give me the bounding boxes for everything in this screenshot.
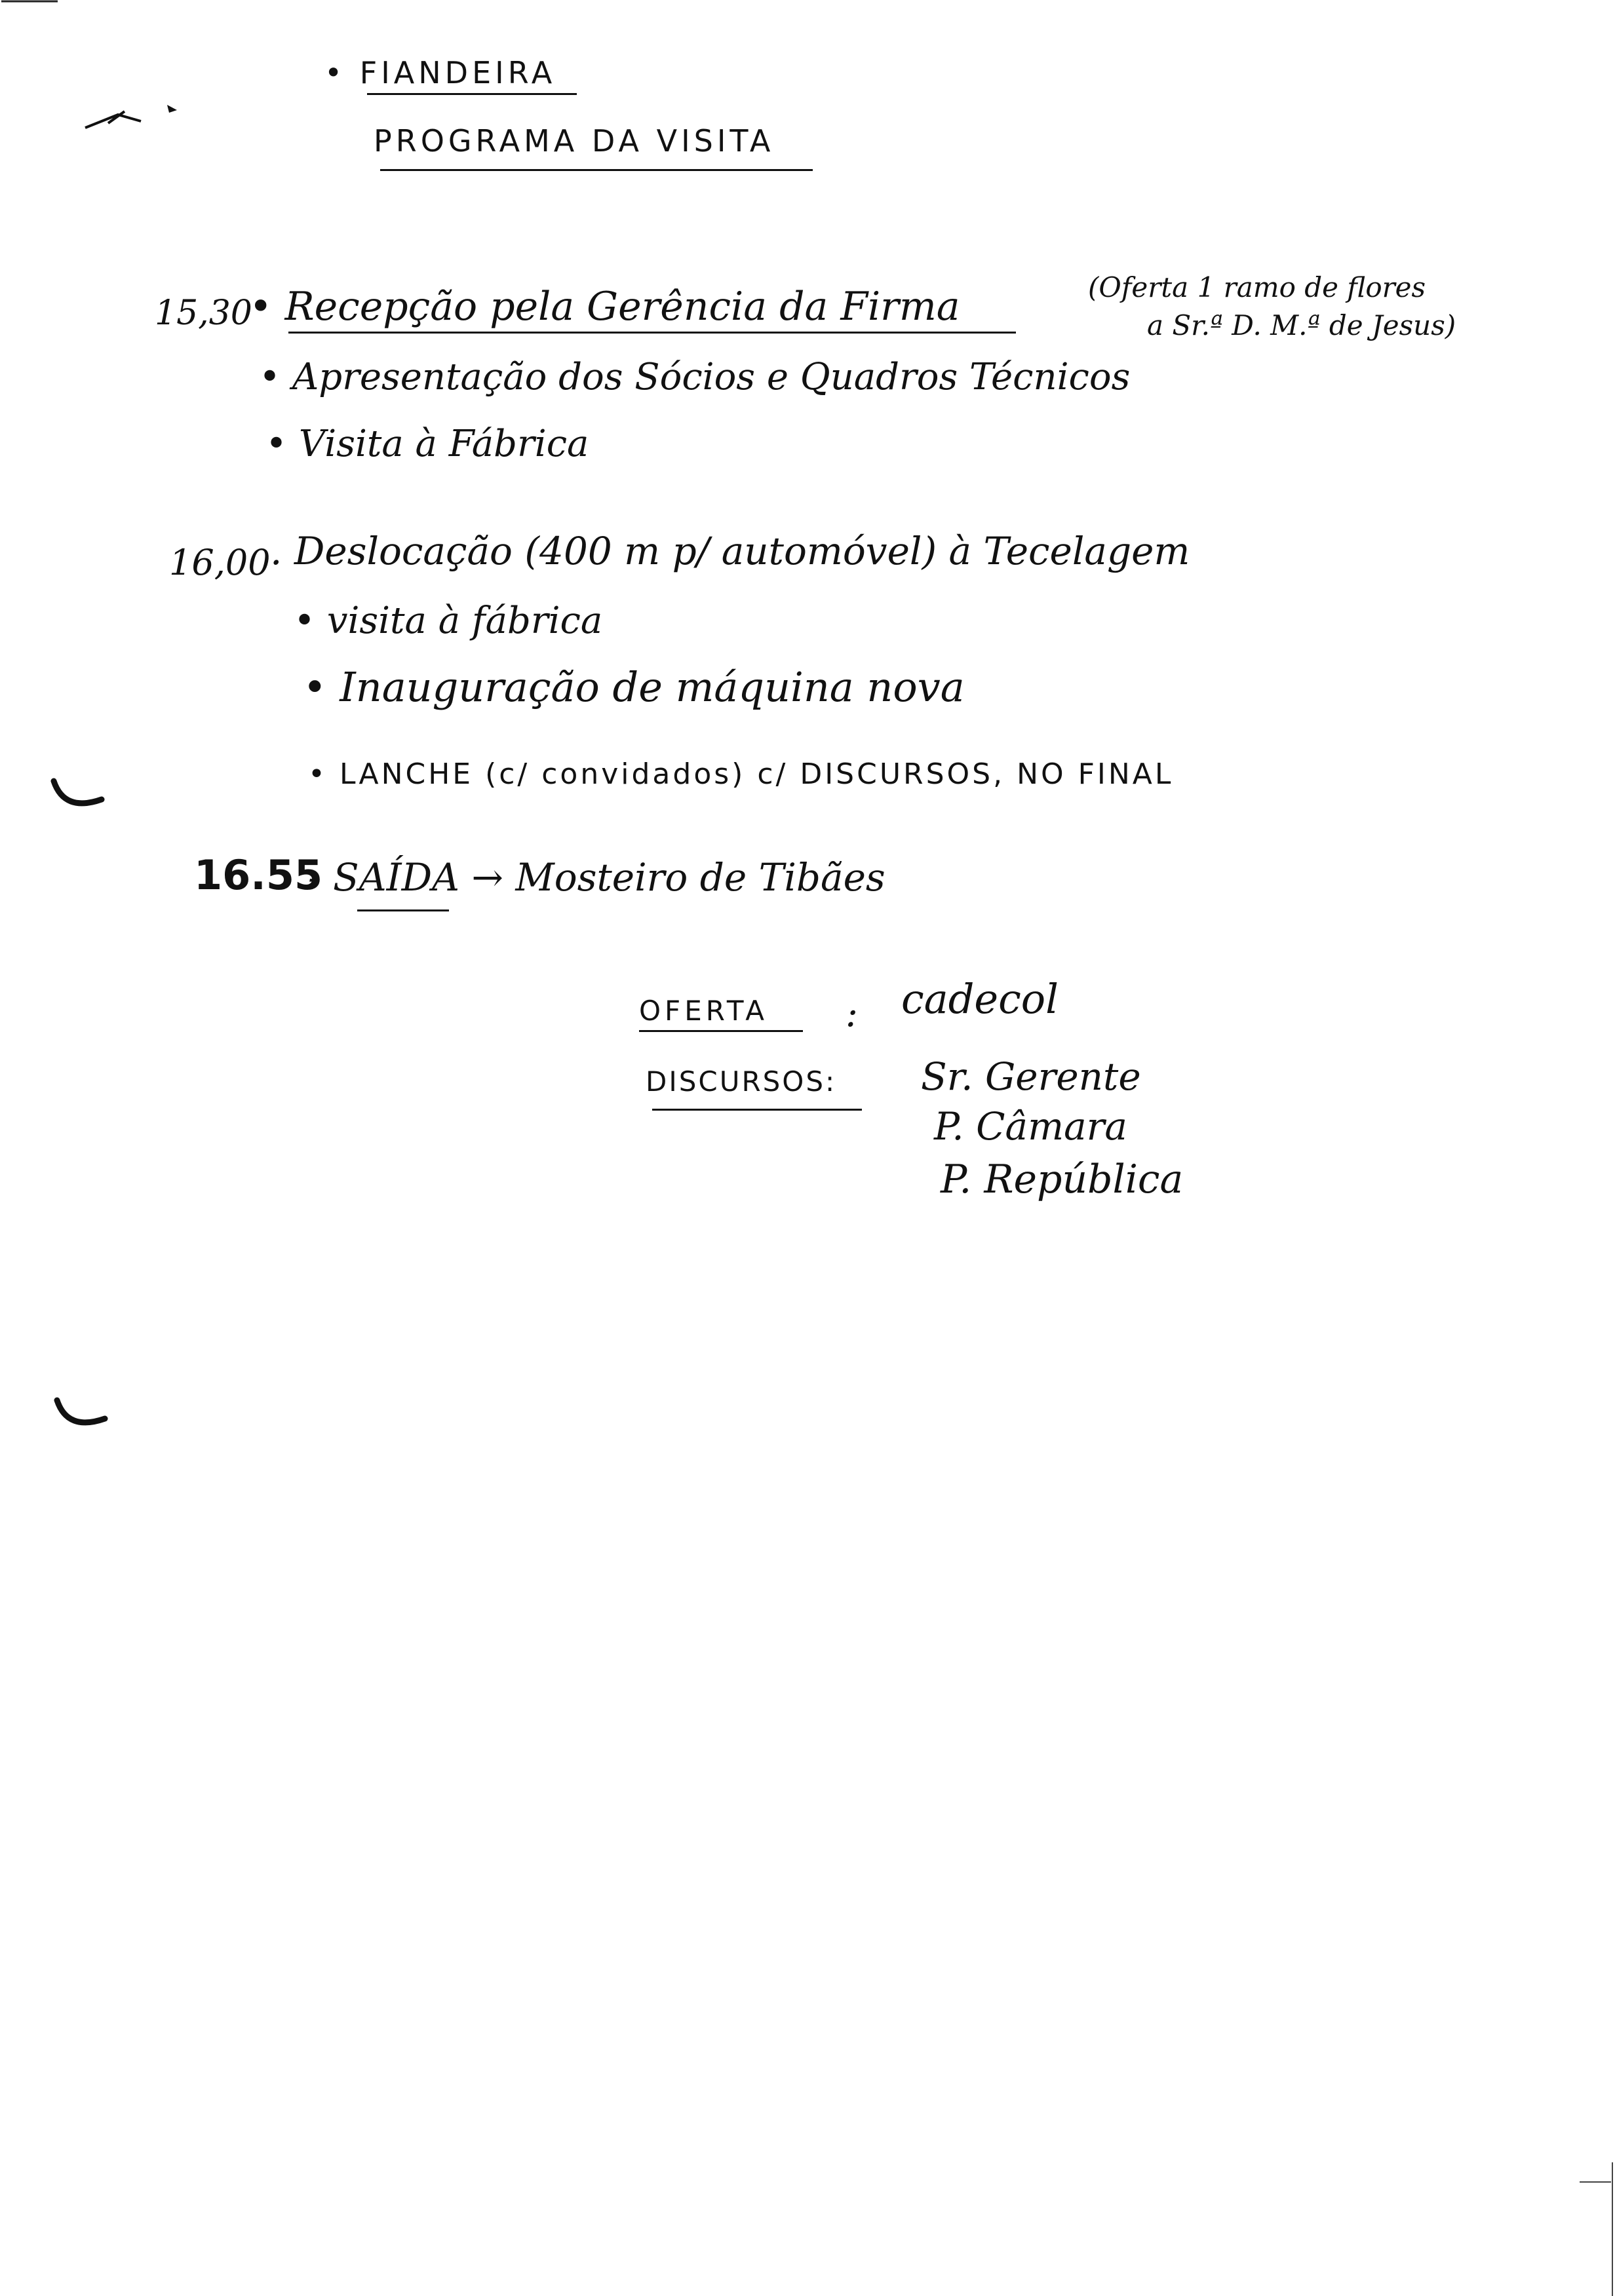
schedule-1600-sub-1: • visita à fábrica [294,600,603,642]
schedule-1600-main: . Deslocação (400 m p/ automóvel) à Tecelagem [270,529,1190,573]
speaker-3: P. República [941,1157,1184,1202]
schedule-1530-sub-1: • Apresentação dos Sócios e Quadros Técnicos [259,356,1131,398]
binder-hole-mark-lower [49,1392,115,1438]
corner-mark-top-left [0,0,59,13]
header-fiandeira-underline [367,93,577,95]
page-title-underline [380,169,813,171]
header-fiandeira: • FIANDEIRA [324,55,556,90]
schedule-1530-sub-2: • Visita à Fábrica [265,423,589,465]
schedule-1655-main: - SAÍDA → Mosteiro de Tibães [308,855,885,900]
schedule-1530-note-line1: (Oferta 1 ramo de flores [1088,271,1426,303]
schedule-1530-note-line2: a Sr.ª D. M.ª de Jesus) [1147,309,1456,341]
oferta-label: OFERTA [639,995,769,1027]
oferta-value: cadecol [901,975,1059,1023]
schedule-1530-main: • Recepção pela Gerência da Firma [249,284,960,330]
discursos-underline [652,1109,862,1111]
schedule-1600-sub-2: • Inauguração de máquina nova [303,663,965,711]
schedule-time-1600: 16,00 [169,542,271,583]
schedule-time-1655: 16.55 [194,851,323,899]
oferta-underline [639,1030,803,1032]
saida-underline [357,909,449,911]
speaker-1: Sr. Gerente [921,1054,1141,1099]
page-title: PROGRAMA DA VISITA [374,123,775,159]
speaker-2: P. Câmara [934,1104,1127,1149]
oferta-separator: : [846,993,858,1035]
corner-mark-bottom-right [1573,2162,1615,2296]
binder-hole-mark-upper [46,773,111,819]
discursos-label: DISCURSOS: [646,1065,837,1098]
arrow-scribble-mark [79,98,190,138]
schedule-1600-sub-3: • LANCHE (c/ convidados) c/ DISCURSOS, NO FINAL [308,757,1174,791]
schedule-1530-underline [288,332,1016,334]
schedule-time-1530: 15,30 [155,294,252,333]
